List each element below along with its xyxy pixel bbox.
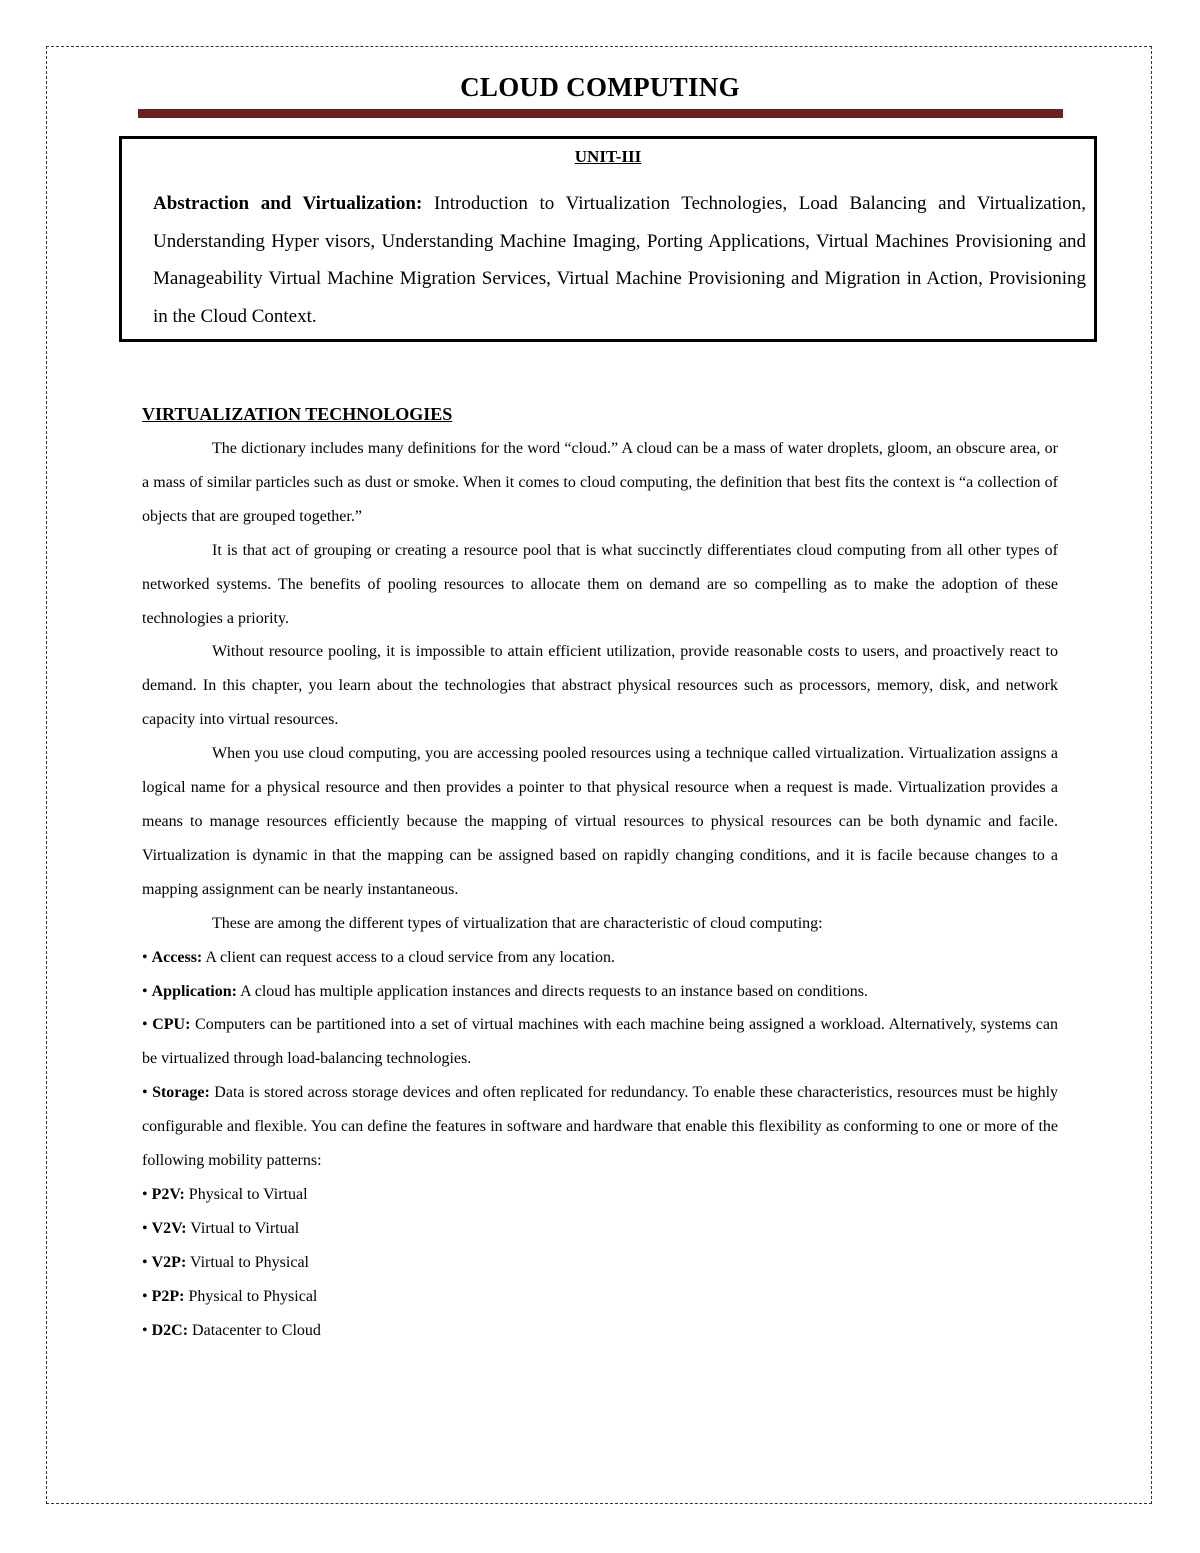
bullet-marker: •	[142, 982, 148, 1000]
list-item-label: V2V:	[151, 1219, 187, 1237]
list-item-label: CPU:	[152, 1016, 191, 1034]
bullet-marker: •	[142, 1084, 148, 1102]
section-body	[142, 432, 1058, 1347]
unit-heading: UNIT-III	[574, 147, 642, 166]
unit-topics-label: Abstraction and Virtualization:	[153, 193, 423, 214]
list-item	[142, 1280, 1058, 1314]
document-title: CLOUD COMPUTING	[460, 72, 740, 102]
list-item-text: A cloud has multiple application instances and directs requests to an instance based on conditions.	[236, 982, 868, 1000]
list-item	[142, 1246, 1058, 1280]
title-underline-bar	[138, 109, 1063, 118]
bullet-marker: •	[142, 1321, 148, 1339]
bullet-marker: •	[142, 1185, 148, 1203]
list-item	[142, 941, 1058, 975]
unit-topics	[153, 185, 1086, 335]
bullet-marker: •	[142, 1253, 148, 1271]
list-item-text: Physical to Physical	[184, 1287, 318, 1305]
paragraph: It is that act of grouping or creating a resource pool that is what succinctly differentiates cloud computing from all other types of networked systems. The benefits of pooling resources to allocate them on demand are so compelling as to make the adoption of these technologies a priority.	[142, 541, 1058, 627]
list-item-text: Physical to Virtual	[184, 1185, 308, 1203]
list-item	[142, 1178, 1058, 1212]
list-item-label: Storage:	[152, 1084, 210, 1102]
unit-summary-box	[119, 136, 1097, 342]
list-item	[142, 975, 1058, 1009]
section-heading: VIRTUALIZATION TECHNOLOGIES	[142, 404, 453, 424]
list-item	[142, 1008, 1058, 1076]
list-item-text: Datacenter to Cloud	[188, 1321, 321, 1339]
list-item	[142, 1314, 1058, 1348]
list-item-label: D2C:	[151, 1321, 189, 1339]
bullet-marker: •	[142, 1219, 148, 1237]
list-item-text: Computers can be partitioned into a set of virtual machines with each machine being assigned a workload. Alternatively, systems can be virtualized through load-balancing technologies.	[142, 1016, 1059, 1068]
list-item-label: P2P:	[151, 1287, 185, 1305]
list-item-text: A client can request access to a cloud service from any location.	[202, 948, 615, 966]
list-item-label: Application:	[151, 982, 237, 1000]
list-item	[142, 1212, 1058, 1246]
bullet-marker: •	[142, 1016, 148, 1034]
list-item-text: Virtual to Physical	[186, 1253, 309, 1271]
bullet-marker: •	[142, 948, 148, 966]
list-item-label: P2V:	[151, 1185, 185, 1203]
list-item	[142, 1076, 1058, 1178]
paragraph: Without resource pooling, it is impossible to attain efficient utilization, provide reasonable costs to users, and proactively react to demand. In this chapter, you learn about the technologies that abstract physical resources such as processors, memory, disk, and network capacity into virtual resources.	[142, 643, 1058, 729]
unit-topics-text: Introduction to Virtualization Technologies, Load Balancing and Virtualization, Understanding Hyper visors, Understanding Machine Imaging, Porting Applications, Virtual Machines Provisioning and Manageability Virtual Machine Migration Services, Virtual Machine Provisioning and Migration in Action, Provisioning in the Cloud Context.	[153, 193, 1087, 327]
list-item-label: V2P:	[151, 1253, 187, 1271]
bullet-marker: •	[142, 1287, 148, 1305]
list-item-label: Access:	[151, 948, 203, 966]
paragraph: When you use cloud computing, you are accessing pooled resources using a technique called virtualization. Virtualization assigns a logical name for a physical resource and then provides a pointer to that physical resource when a request is made. Virtualization provides a means to manage resources efficiently because the mapping of virtual resources to physical resources can be both dynamic and facile. Virtualization is dynamic in that the mapping can be assigned based on rapidly changing conditions, and it is facile because changes to a mapping assignment can be nearly instantaneous.	[142, 745, 1058, 898]
paragraph: These are among the different types of virtualization that are characteristic of cloud computing:	[212, 914, 823, 932]
paragraph: The dictionary includes many definitions for the word “cloud.” A cloud can be a mass of water droplets, gloom, an obscure area, or a mass of similar particles such as dust or smoke. When it comes to cloud computing, the definition that best fits the context is “a collection of objects that are grouped together.”	[142, 440, 1058, 525]
list-item-text: Virtual to Virtual	[186, 1219, 300, 1237]
list-item-text: Data is stored across storage devices and often replicated for redundancy. To enable these characteristics, resources must be highly configurable and flexible. You can define the features in software and hardware that enable this flexibility as conforming to one or more of the following mobility patterns:	[142, 1084, 1059, 1170]
